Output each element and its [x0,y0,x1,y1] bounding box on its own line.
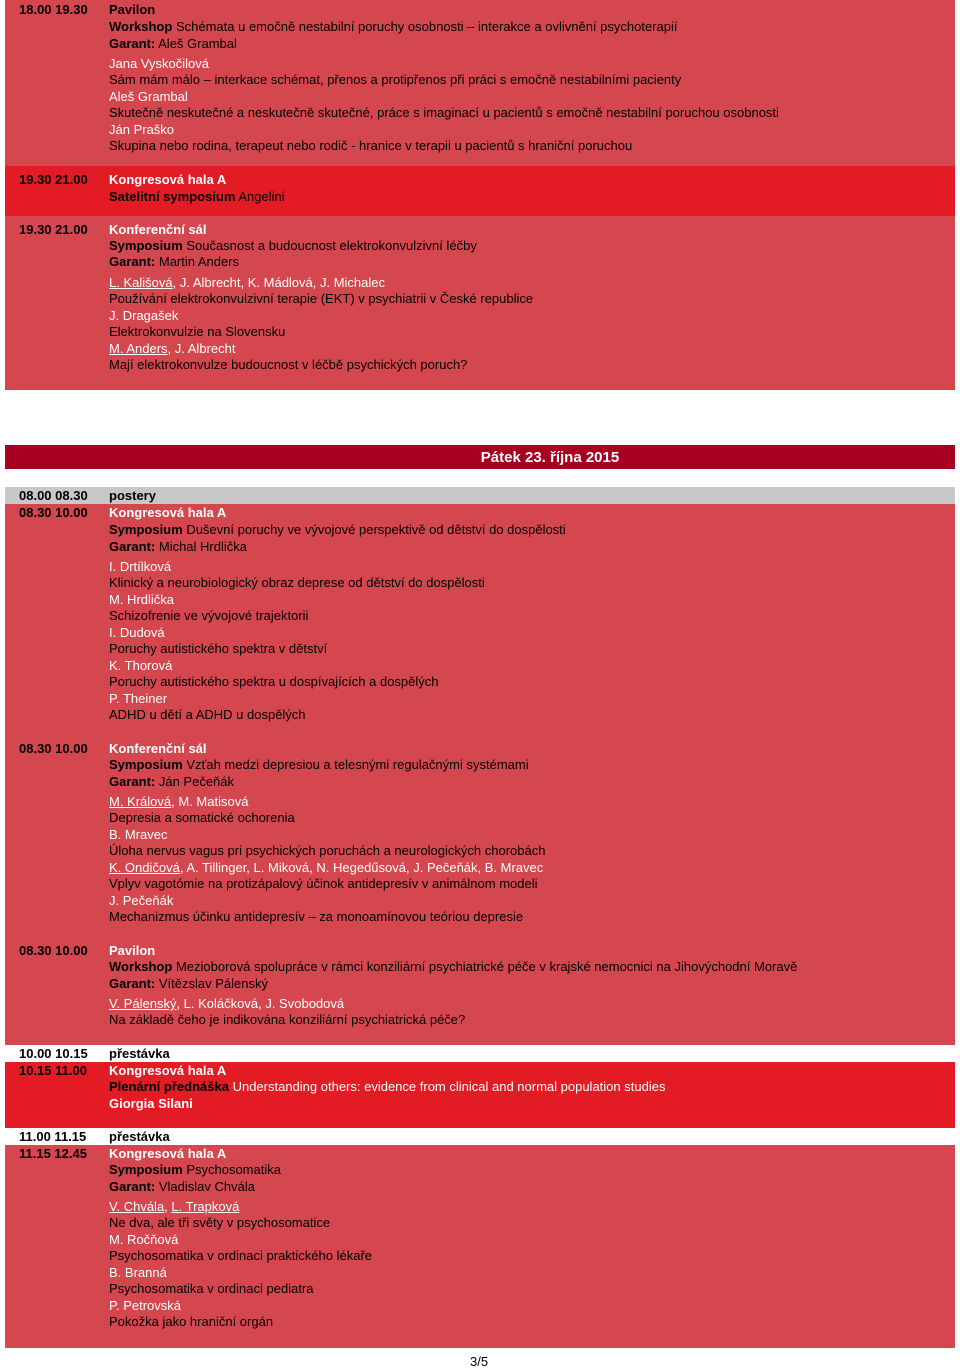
talk-speaker: B. Mravec [109,827,168,842]
session-room: Kongresová hala A [109,1146,227,1161]
talk-speaker-first: L. Kališová [109,275,173,290]
talk-title: Poruchy autistického spektra v dětství [109,641,328,656]
workshop-title: Schémata u emočně nestabilní poruchy osobnosti – interakce a ovlivnění psychoterapií [175,19,678,34]
symposium-title: Psychosomatika [186,1162,281,1177]
session-time: 08.30 10.00 [19,741,88,756]
talk-speaker: Ján Praško [109,122,175,137]
session-block-konf-friday [5,738,955,940]
satellite-label: Satelitní symposium [109,189,236,204]
talk-speaker-first: V. Pálenský [109,996,177,1011]
session-time: 08.00 08.30 [19,488,88,503]
talk-title: Depresia a somatické ochorenia [109,810,295,825]
plenary-label: Plenární přednáška [109,1079,229,1094]
session-time: 19.30 21.00 [19,172,88,187]
garant-name: Ján Pečeňák [158,774,235,789]
talk-title: Skutečně neskutečné a neskutečně skutečné, práce s imaginací u pacientů s emočně nestabilní poruchou osobnosti [109,105,779,120]
session-label: postery [109,488,156,503]
session-label: přestávka [109,1046,170,1061]
talk-speaker: I. Dudová [109,625,165,640]
talk-speaker-first: K. Ondičová [109,860,180,875]
talk-speaker-rest: , A. Tillinger, L. Miková, N. Hegedűsová, J. Pečeňák, B. Mravec [179,860,544,875]
talk-title: Na základě čeho je indikována konziliární psychiatrická péče? [109,1012,466,1027]
talk-speaker: K. Thorová [109,658,173,673]
day-title: Pátek 23. října 2015 [480,449,620,466]
talk-speaker: B. Branná [109,1265,167,1280]
session-room: Konferenční sál [109,741,207,756]
talk-title: Vplyv vagotómie na protizápalový účinok antidepresív v animálnom modeli [109,876,538,891]
talk-title: Psychosomatika v ordinaci praktického lékaře [109,1248,373,1263]
session-block-hala-a-2 [5,1145,955,1348]
workshop-label: Workshop [109,959,173,974]
talk-title: Skupina nebo rodina, terapeut nebo rodič - hranice v terapii u pacientů s hraniční poruchou [109,138,633,153]
talk-speaker: Aleš Grambal [109,89,188,104]
symposium-label: Symposium [109,238,183,253]
talk-speaker: M. Ročňová [109,1232,179,1247]
talk-title: Používání elektrokonvulzivní terapie (EKT) v psychiatrii v České republice [109,291,534,306]
talk-title: Poruchy autistického spektra u dospívajících a dospělých [109,674,439,689]
session-room: Kongresová hala A [109,172,227,187]
day-header-band [5,445,955,469]
talk-title: ADHD u dětí a ADHD u dospělých [109,707,306,722]
garant-label: Garant: [109,539,156,554]
session-room: Kongresová hala A [109,1063,227,1078]
garant-label: Garant: [109,774,156,789]
talk-speaker-first: V. Chvála [109,1199,165,1214]
symposium-label: Symposium [109,757,183,772]
session-block-plenary [5,1062,955,1128]
session-block-pavilon-evening [5,0,955,166]
session-row-break-1 [5,1045,955,1062]
talk-title: Pokožka jako hraniční orgán [109,1314,274,1329]
talk-title: Klinický a neurobiologický obraz deprese od dětství do dospělosti [109,575,485,590]
session-room: Kongresová hala A [109,505,227,520]
garant-name: Martin Anders [158,254,240,269]
satellite-sponsor: Angelini [238,189,285,204]
talk-speaker: M. Hrdlička [109,592,175,607]
session-time: 11.15 12.45 [19,1146,87,1161]
workshop-title: Mezioborová spolupráce v rámci konziliární psychiatrické péče v krajské nemocnici na Jihovýchodní Moravě [175,959,798,974]
session-time: 10.15 11.00 [19,1063,87,1078]
session-room: Pavilon [109,943,156,958]
garant-label: Garant: [109,1179,156,1194]
session-label: přestávka [109,1129,170,1144]
talk-speaker: P. Theiner [109,691,168,706]
talk-title: Ne dva, ale tři světy v psychosomatice [109,1215,331,1230]
talk-title: Sám mám málo – interkace schémat, přenos a protipřenos při práci s emočně nestabilními pacienty [109,72,682,87]
symposium-label: Symposium [109,522,183,537]
talk-title: Psychosomatika v ordinaci pediatra [109,1281,314,1296]
talk-title: Úloha nervus vagus pri psychických poruchách a neurologických chorobách [109,843,546,858]
talk-speaker: P. Petrovská [109,1298,182,1313]
talk-speaker: Jana Vyskočilová [109,56,209,71]
symposium-title: Současnost a budoucnost elektrokonvulzivní léčby [186,238,477,253]
plenary-speaker: Giorgia Silani [109,1096,193,1111]
talk-speaker: J. Dragašek [109,308,179,323]
symposium-title: Duševní poruchy ve vývojové perspektivě od dětství do dospělosti [186,522,566,537]
talk-title: Mechanizmus účinku antidepresív – za monoamínovou teóriou depresie [109,909,524,924]
talk-title: Elektrokonvulzie na Slovensku [109,324,286,339]
session-room: Pavilon [109,2,156,17]
talk-speaker-first: M. Anders [109,341,168,356]
session-block-hala-a-1 [5,504,955,738]
garant-label: Garant: [109,976,156,991]
talk-speaker: J. Pečeňák [109,893,174,908]
session-block-konf-evening [5,216,955,390]
session-block-hala-a-satellite [5,166,955,216]
symposium-label: Symposium [109,1162,183,1177]
talk-title: Mají elektrokonvulze budoucnost v léčbě psychických poruch? [109,357,468,372]
session-time: 11.00 11.15 [19,1129,87,1144]
talk-speaker-first: M. Králová [109,794,172,809]
garant-label: Garant: [109,36,156,51]
talk-speaker-rest: , M. Matisová [171,794,249,809]
session-time: 19.30 21.00 [19,222,88,237]
session-time: 18.00 19.30 [19,2,88,17]
talk-title: Schizofrenie ve vývojové trajektorii [109,608,309,623]
garant-name: Aleš Grambal [158,36,237,51]
garant-name: Michal Hrdlička [158,539,247,554]
session-room: Konferenční sál [109,222,207,237]
symposium-title: Vzťah medzi depresiou a telesnými regulačnými systémami [186,757,529,772]
garant-name: Vladislav Chvála [158,1179,255,1194]
plenary-title: Understanding others: evidence from clinical and normal population studies [232,1079,666,1094]
session-block-pavilon-friday [5,940,955,1045]
workshop-label: Workshop [109,19,173,34]
talk-speaker-rest: , L. Koláčková, J. Svobodová [176,996,345,1011]
talk-speaker-second: L. Trapková [171,1199,240,1214]
session-row-break-2 [5,1128,955,1145]
garant-name: Vítězslav Pálenský [158,976,268,991]
garant-label: Garant: [109,254,156,269]
page-number: 3/5 [470,1354,489,1369]
talk-speaker: I. Drtílková [109,559,172,574]
talk-speaker-sep: , [164,1199,172,1214]
session-row-postery [5,487,955,504]
talk-speaker-rest: , J. Albrecht, K. Mádlová, J. Michalec [172,275,386,290]
session-time: 08.30 10.00 [19,505,88,520]
session-time: 10.00 10.15 [19,1046,88,1061]
session-time: 08.30 10.00 [19,943,88,958]
talk-speaker-rest: , J. Albrecht [167,341,236,356]
